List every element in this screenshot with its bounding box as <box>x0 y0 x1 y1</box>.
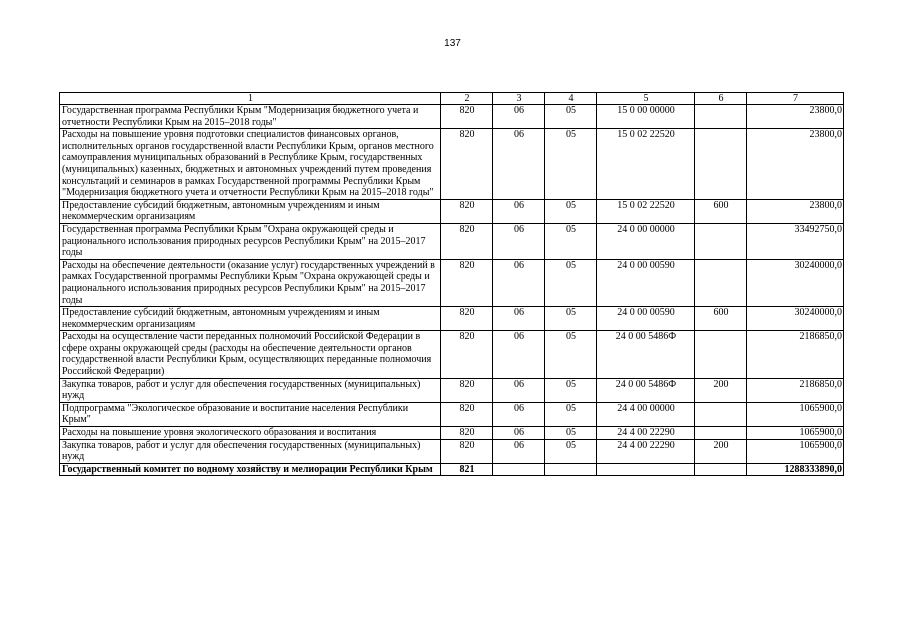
table-row <box>60 259 844 306</box>
row-name-cell: Расходы на повышение уровня экологического образования и воспитания <box>60 427 441 440</box>
table-header-row <box>60 93 844 105</box>
header-cell: 5 <box>597 93 695 105</box>
row-subsection-cell: 05 <box>545 402 597 426</box>
row-target-article-cell: 24 0 00 00000 <box>597 223 695 259</box>
row-subsection-cell: 05 <box>545 223 597 259</box>
row-target-article-cell: 24 0 00 5486Ф <box>597 378 695 402</box>
row-subsection-cell: 05 <box>545 105 597 129</box>
row-amount-cell: 23800,0 <box>747 129 844 200</box>
row-expense-type-cell: 600 <box>695 307 747 331</box>
table-row <box>60 105 844 129</box>
row-subsection-cell: 05 <box>545 378 597 402</box>
row-expense-type-cell <box>695 402 747 426</box>
table-row <box>60 439 844 463</box>
budget-table <box>59 92 844 476</box>
row-name-cell: Подпрограмма "Экологическое образование и воспитание населения Республики Крым" <box>60 402 441 426</box>
row-name-cell: Государственная программа Республики Крым "Модернизация бюджетного учета и отчетности Республики Крым на 2015–2018 годы" <box>60 105 441 129</box>
row-grbs-cell: 820 <box>441 105 493 129</box>
row-subsection-cell: 05 <box>545 427 597 440</box>
row-expense-type-cell <box>695 105 747 129</box>
row-section-cell: 06 <box>493 307 545 331</box>
row-grbs-cell: 821 <box>441 463 493 476</box>
row-amount-cell: 1065900,0 <box>747 427 844 440</box>
row-expense-type-cell: 200 <box>695 439 747 463</box>
header-cell: 7 <box>747 93 844 105</box>
row-section-cell: 06 <box>493 402 545 426</box>
row-name-cell: Расходы на повышение уровня подготовки специалистов финансовых органов, исполнительных органов государственной власти Республики Крым, органов местного самоуправления муниципальных образований в Республике Крым, государственных (муниципальных) казенных, бюджетных и автономных учреждений путем проведения консультаций и семинаров в рамках Государственной программы Республики Крым "Модернизация бюджетного учета и отчетности Республики Крым на 2015–2018 годы" <box>60 129 441 200</box>
row-grbs-cell: 820 <box>441 129 493 200</box>
row-subsection-cell <box>545 463 597 476</box>
row-name-cell: Государственный комитет по водному хозяйству и мелиорации Республики Крым <box>60 463 441 476</box>
table-row <box>60 223 844 259</box>
table-row <box>60 307 844 331</box>
row-subsection-cell: 05 <box>545 129 597 200</box>
page-number: 137 <box>444 38 461 49</box>
row-grbs-cell: 820 <box>441 402 493 426</box>
row-target-article-cell: 24 0 00 00590 <box>597 307 695 331</box>
row-target-article-cell: 15 0 02 22520 <box>597 129 695 200</box>
row-expense-type-cell <box>695 129 747 200</box>
row-amount-cell: 2186850,0 <box>747 331 844 378</box>
row-target-article-cell <box>597 463 695 476</box>
row-name-cell: Закупка товаров, работ и услуг для обеспечения государственных (муниципальных) нужд <box>60 439 441 463</box>
row-section-cell: 06 <box>493 259 545 306</box>
row-subsection-cell: 05 <box>545 439 597 463</box>
row-name-cell: Закупка товаров, работ и услуг для обеспечения государственных (муниципальных) нужд <box>60 378 441 402</box>
row-section-cell: 06 <box>493 199 545 223</box>
row-section-cell: 06 <box>493 331 545 378</box>
row-target-article-cell: 24 4 00 22290 <box>597 439 695 463</box>
row-amount-cell: 23800,0 <box>747 199 844 223</box>
table-row <box>60 331 844 378</box>
row-amount-cell: 1288333890,0 <box>747 463 844 476</box>
row-target-article-cell: 15 0 02 22520 <box>597 199 695 223</box>
row-section-cell: 06 <box>493 129 545 200</box>
row-expense-type-cell: 200 <box>695 378 747 402</box>
row-name-cell: Предоставление субсидий бюджетным, автономным учреждениям и иным некоммерческим организациям <box>60 307 441 331</box>
row-grbs-cell: 820 <box>441 439 493 463</box>
row-name-cell: Расходы на обеспечение деятельности (оказание услуг) государственных учреждений в рамках Государственной программы Республики Крым "Охрана окружающей среды и рационального использования природных ресурсов Республики Крым" на 2015–2017 годы <box>60 259 441 306</box>
row-expense-type-cell: 600 <box>695 199 747 223</box>
row-section-cell: 06 <box>493 223 545 259</box>
table-row <box>60 427 844 440</box>
table-row <box>60 199 844 223</box>
header-cell: 4 <box>545 93 597 105</box>
header-cell: 2 <box>441 93 493 105</box>
row-section-cell: 06 <box>493 105 545 129</box>
table-row <box>60 402 844 426</box>
row-grbs-cell: 820 <box>441 427 493 440</box>
row-expense-type-cell <box>695 223 747 259</box>
row-grbs-cell: 820 <box>441 259 493 306</box>
row-section-cell: 06 <box>493 439 545 463</box>
row-subsection-cell: 05 <box>545 307 597 331</box>
row-amount-cell: 33492750,0 <box>747 223 844 259</box>
row-target-article-cell: 24 0 00 5486Ф <box>597 331 695 378</box>
row-grbs-cell: 820 <box>441 307 493 331</box>
row-expense-type-cell <box>695 463 747 476</box>
row-name-cell: Государственная программа Республики Крым "Охрана окружающей среды и рационального использования природных ресурсов Республики Крым" на 2015–2017 годы <box>60 223 441 259</box>
row-target-article-cell: 15 0 00 00000 <box>597 105 695 129</box>
row-grbs-cell: 820 <box>441 378 493 402</box>
header-cell: 6 <box>695 93 747 105</box>
row-section-cell <box>493 463 545 476</box>
row-subsection-cell: 05 <box>545 199 597 223</box>
row-amount-cell: 1065900,0 <box>747 439 844 463</box>
row-grbs-cell: 820 <box>441 331 493 378</box>
row-target-article-cell: 24 4 00 00000 <box>597 402 695 426</box>
row-section-cell: 06 <box>493 378 545 402</box>
row-expense-type-cell <box>695 331 747 378</box>
header-cell: 3 <box>493 93 545 105</box>
row-name-cell: Расходы на осуществление части переданных полномочий Российской Федерации в сфере охраны окружающей среды (расходы на обеспечение деятельности органов государственной власти Республики Крым, осуществляющих переданные полномочия Российской Федерации) <box>60 331 441 378</box>
row-expense-type-cell <box>695 427 747 440</box>
row-amount-cell: 23800,0 <box>747 105 844 129</box>
row-name-cell: Предоставление субсидий бюджетным, автономным учреждениям и иным некоммерческим организациям <box>60 199 441 223</box>
row-grbs-cell: 820 <box>441 199 493 223</box>
row-grbs-cell: 820 <box>441 223 493 259</box>
row-target-article-cell: 24 0 00 00590 <box>597 259 695 306</box>
row-target-article-cell: 24 4 00 22290 <box>597 427 695 440</box>
row-section-cell: 06 <box>493 427 545 440</box>
table-row <box>60 463 844 476</box>
row-amount-cell: 2186850,0 <box>747 378 844 402</box>
row-amount-cell: 30240000,0 <box>747 259 844 306</box>
row-subsection-cell: 05 <box>545 331 597 378</box>
row-subsection-cell: 05 <box>545 259 597 306</box>
table-row <box>60 378 844 402</box>
header-cell: 1 <box>60 93 441 105</box>
table-row <box>60 129 844 200</box>
row-expense-type-cell <box>695 259 747 306</box>
row-amount-cell: 30240000,0 <box>747 307 844 331</box>
row-amount-cell: 1065900,0 <box>747 402 844 426</box>
